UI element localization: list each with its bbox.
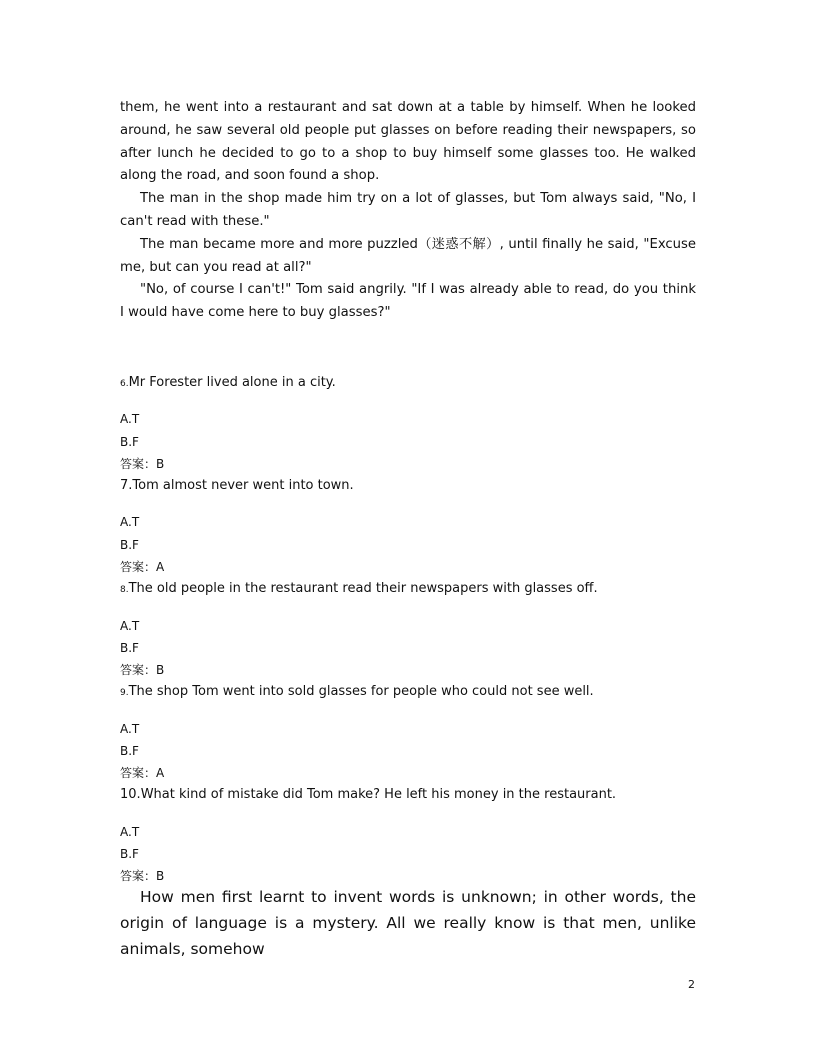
option-a: A.T xyxy=(120,722,140,736)
question-6 xyxy=(120,374,720,393)
option-a: A.T xyxy=(120,412,140,426)
next-passage: How men first learnt to invent words is unknown; in other words, the origin of language is a mystery. All we really know is that men, unlike animals, somehow xyxy=(120,888,696,958)
reading-passage xyxy=(120,97,696,325)
answer-key: 答案：A xyxy=(120,766,165,780)
question-number: 8. xyxy=(120,585,129,595)
option-b: B.F xyxy=(120,847,139,861)
question-number: 7. xyxy=(120,478,133,493)
question-text: The shop Tom went into sold glasses for people who could not see well. xyxy=(128,684,594,699)
answer-key: 答案：B xyxy=(120,663,165,677)
passage-paragraph: The man became more and more puzzled（迷惑不解）, until finally he said, "Excuse me, but can you read at all?" xyxy=(120,236,696,275)
option-b: B.F xyxy=(120,744,139,758)
question-text: Tom almost never went into town. xyxy=(132,478,354,493)
option-a: A.T xyxy=(120,825,140,839)
question-number: 9. xyxy=(120,688,129,698)
option-b: B.F xyxy=(120,435,139,449)
question-9 xyxy=(120,683,720,702)
question-number: 10. xyxy=(120,787,141,802)
option-a: A.T xyxy=(120,515,140,529)
option-b: B.F xyxy=(120,538,139,552)
question-7 xyxy=(120,477,720,495)
question-number: 6. xyxy=(120,379,129,389)
question-8 xyxy=(120,580,720,599)
question-text: What kind of mistake did Tom make? He left his money in the restaurant. xyxy=(140,787,617,802)
page-number: 2 xyxy=(688,978,695,991)
question-10 xyxy=(120,786,720,804)
passage-paragraph: The man in the shop made him try on a lot of glasses, but Tom always said, "No, I can't read with these." xyxy=(120,191,696,229)
passage-paragraph: "No, of course I can't!" Tom said angrily. "If I was already able to read, do you think I would have come here to buy glasses?" xyxy=(120,282,696,321)
answer-key: 答案：B xyxy=(120,869,165,883)
question-text: Mr Forester lived alone in a city. xyxy=(128,375,336,390)
question-text: The old people in the restaurant read their newspapers with glasses off. xyxy=(128,581,598,596)
option-b: B.F xyxy=(120,641,139,655)
answer-key: 答案：A xyxy=(120,560,165,574)
passage-paragraph: them, he went into a restaurant and sat down at a table by himself. When he looked around, he saw several old people put glasses on before reading their newspapers, so after lunch he decided to go to a shop to buy himself some glasses too. He walked along the road, and soon found a shop. xyxy=(120,100,696,184)
answer-key: 答案：B xyxy=(120,457,165,471)
option-a: A.T xyxy=(120,619,140,633)
